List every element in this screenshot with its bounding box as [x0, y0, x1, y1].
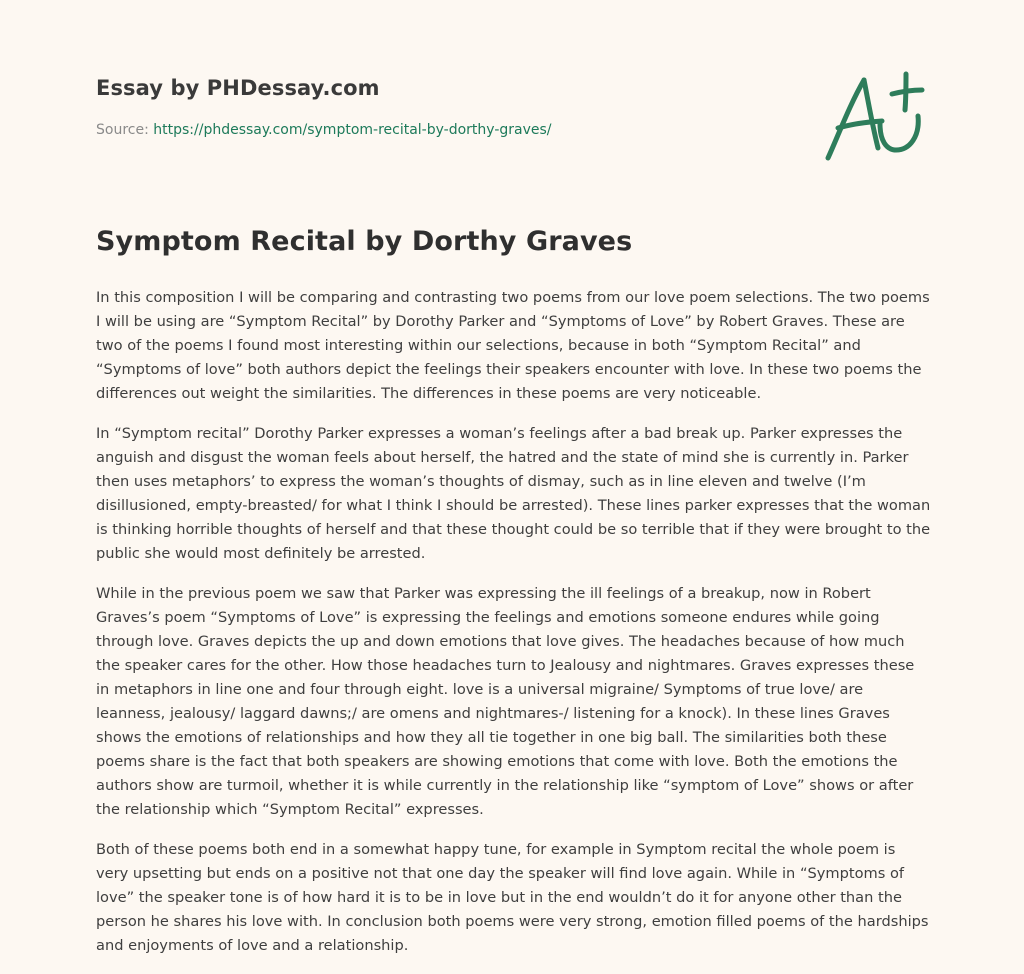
source-label: Source: [96, 122, 154, 138]
article-body [96, 286, 932, 974]
article-paragraph: In this composition I will be comparing and contrasting two poems from our love poem selections. The two poems I will be using are “Symptom Recital” by Dorothy Parker and “Symptoms of Love” by Robert Graves. These are two of the poems I found most interesting within our selections, because in both “Symptom Recital” and “Symptoms of love” both authors depict the feelings their speakers encounter with love. In these two poems the differences out weight the similarities. The differences in these poems are very noticeable. [96, 289, 930, 402]
article-paragraph: Both of these poems both end in a somewhat happy tune, for example in Symptom recital the whole poem is very upsetting but ends on a positive not that one day the speaker will find love again. While in “Symptoms of love” the speaker tone is of how hard it is to be in love but in the end wouldn’t do it for anyone other than the person he shares his love with. In conclusion both poems were very strong, emotion filled poems of the hardships and enjoyments of love and a relationship. [96, 841, 929, 954]
article-paragraph: While in the previous poem we saw that Parker was expressing the ill feelings of a breakup, now in Robert Graves’s poem “Symptoms of Love” is expressing the feelings and emotions someone endures while going through love. Graves depicts the up and down emotions that love gives. The headaches because of how much the speaker cares for the other. How those headaches turn to Jealousy and nightmares. Graves expresses these in metaphors in line one and four through eight. love is a universal migraine/ Symptoms of true love/ are leanness, jealousy/ laggard dawns;/ are omens and nightmares-/ listening for a knock). In these lines Graves shows the emotions of relationships and how they all tie together in one big ball. The similarities both these poems share is the fact that both speakers are showing emotions that come with love. Both the emotions the authors show are turmoil, whether it is while currently in the relationship like “symptom of Love” shows or after the relationship which “Symptom Recital” expresses. [96, 585, 915, 818]
article-paragraph: In “Symptom recital” Dorothy Parker expresses a woman’s feelings after a bad break up. Parker expresses the anguish and disgust the woman feels about herself, the hatred and the state of mind she is currently in. Parker then uses metaphors’ to express the woman’s thoughts of dismay, such as in line eleven and twelve (I’m disillusioned, empty-breasted/ for what I think I should be arrested). These lines parker expresses that the woman is thinking horrible thoughts of herself and that these thought could be so terrible that if they were brought to the public she would most definitely be arrested. [96, 425, 931, 562]
article-title: Symptom Recital by Dorthy Graves [96, 226, 633, 257]
page-header [96, 76, 796, 138]
a-plus-logo-icon [816, 66, 936, 166]
site-brand: Essay by PHDessay.com [96, 76, 380, 100]
source-link[interactable]: https://phdessay.com/symptom-recital-by-dorthy-graves/ [153, 122, 552, 138]
source-line [96, 122, 796, 138]
